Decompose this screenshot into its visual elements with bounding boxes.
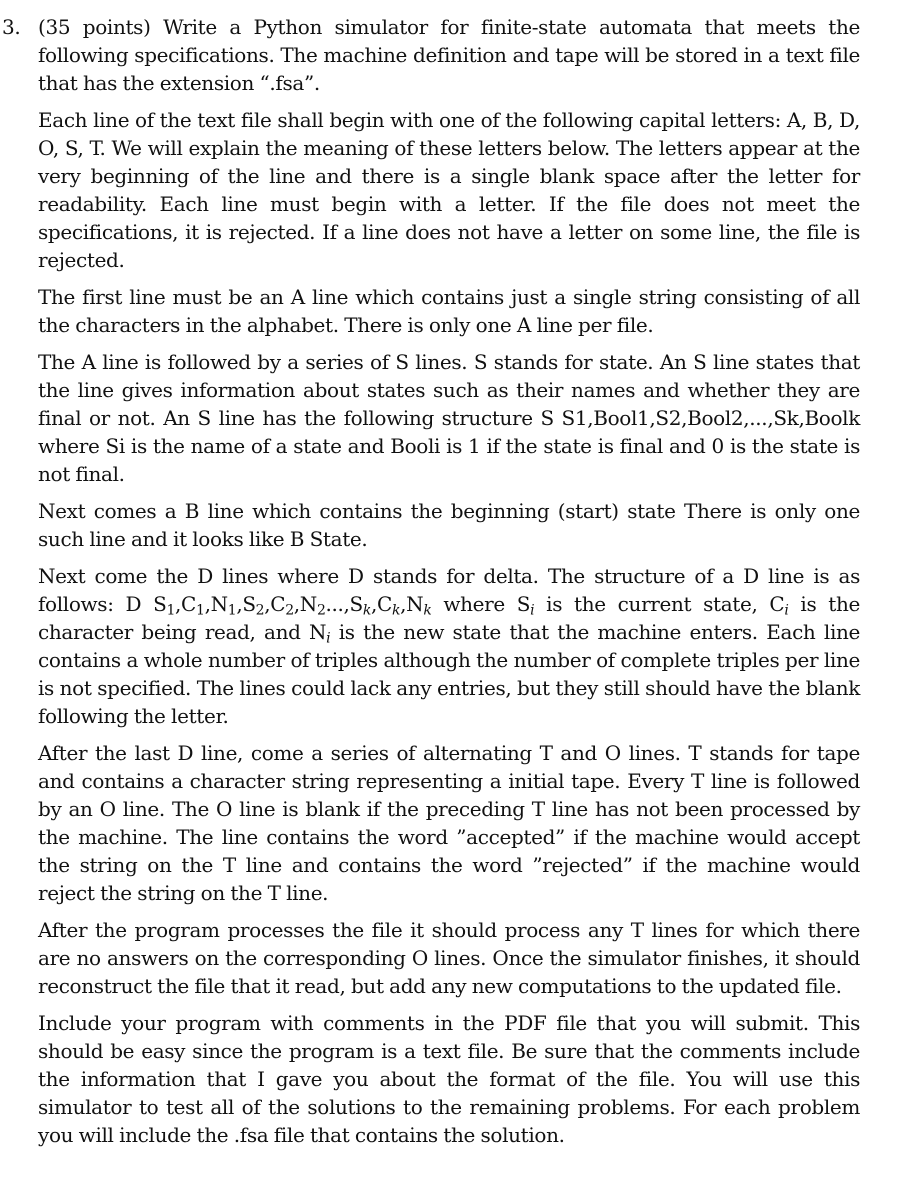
subscript: 2	[316, 602, 326, 619]
t-o-lines-paragraph: After the last D line, come a series of alternating T and O lines. T stands for tape and contains a character string representing a initial tape. Every T line is followed by an O line. The O line is blank if the preceding T line has not been processed by the machine. The line contains the word ”accepted” if the machine would accept the string on the T line and contains the word ”rejected” if the machine would reject the string on the T line.	[38, 741, 860, 905]
b-line-paragraph: Next comes a B line which contains the beginning (start) state There is only one such line and it looks like B State.	[38, 499, 860, 551]
d-text: ,N	[400, 592, 424, 616]
subscript-i: i	[530, 602, 535, 619]
subscript: 1	[227, 602, 237, 619]
subscript: 1	[166, 602, 176, 619]
subscript-k: k	[362, 602, 372, 619]
d-text: ,N	[204, 592, 228, 616]
s-lines-paragraph: The A line is followed by a series of S lines. S stands for state. An S line states that the line gives information about states such as their names and whether they are final or not. An S line has the following structure S S1,Bool1,S2,Bool2,...,Sk,Boolk where Si is the name of a state and Booli is 1 if the state is final and 0 is the state is not final.	[38, 350, 860, 486]
d-text: ,C	[371, 592, 392, 616]
submission-paragraph: Include your program with comments in the PDF file that you will submit. This should be easy since the program is a text file. Be sure that the comments include the information that I gave you about the format of the file. You will use this simulator to test all of the solutions to the remaining problems. For each problem you will include the .fsa file that contains the solution.	[38, 1011, 860, 1147]
d-lines-paragraph	[38, 562, 860, 730]
d-text-5: is the new state that the machine enters. Each line contains a whole number of triples although the number of complete triples per line is not specified. The lines could lack any entries, but they still should have the blank following the letter.	[38, 620, 861, 728]
d-text: ,C	[175, 592, 197, 616]
subscript-i: i	[326, 630, 331, 647]
subscript	[363, 603, 371, 619]
d-text: ,C	[264, 592, 286, 616]
d-text: ...,S	[325, 592, 363, 616]
subscript: 2	[255, 602, 265, 619]
a-line-paragraph: The first line must be an A line which contains just a single string consisting of all the characters in the alphabet. There is only one A line per file.	[38, 285, 860, 337]
d-text: ,N	[293, 592, 317, 616]
subscript-i: i	[784, 602, 789, 619]
subscript: 1	[196, 602, 205, 619]
d-text: ,S	[236, 592, 256, 616]
problem-number: 3.	[2, 15, 21, 39]
processing-paragraph: After the program processes the file it should process any T lines for which there are no answers on the corresponding O lines. Once the simulator finishes, it should reconstruct the file that it read, but add any new computations to the updated file.	[38, 918, 860, 998]
d-text-4: is the character being read, and N	[38, 592, 860, 644]
subscript: 2	[285, 602, 294, 619]
d-text-2: where S	[431, 592, 531, 616]
subscript-k: k	[392, 602, 401, 619]
subscript	[392, 603, 400, 619]
line-letters-paragraph: Each line of the text file shall begin with one of the following capital letters: A, B, D, O, S, T. We will explain the meaning of these letters below. The letters appear at the very beginning of the line and there is a single blank space after the letter for readability. Each line must begin with a letter. If the file does not meet the specifications, it is rejected. If a line does not have a letter on some line, the file is rejected.	[38, 108, 860, 272]
problem-body	[38, 13, 860, 1158]
problem-intro-paragraph: (35 points) Write a Python simulator for finite-state automata that meets the following specifications. The machine definition and tape will be stored in a text file that has the extension “.fsa”.	[38, 15, 860, 95]
subscript-k: k	[423, 602, 432, 619]
d-text-1: Next come the D lines where D stands for delta. The structure of a D line is as follows: D S	[38, 564, 860, 616]
d-text-3: is the current state, C	[534, 592, 785, 616]
